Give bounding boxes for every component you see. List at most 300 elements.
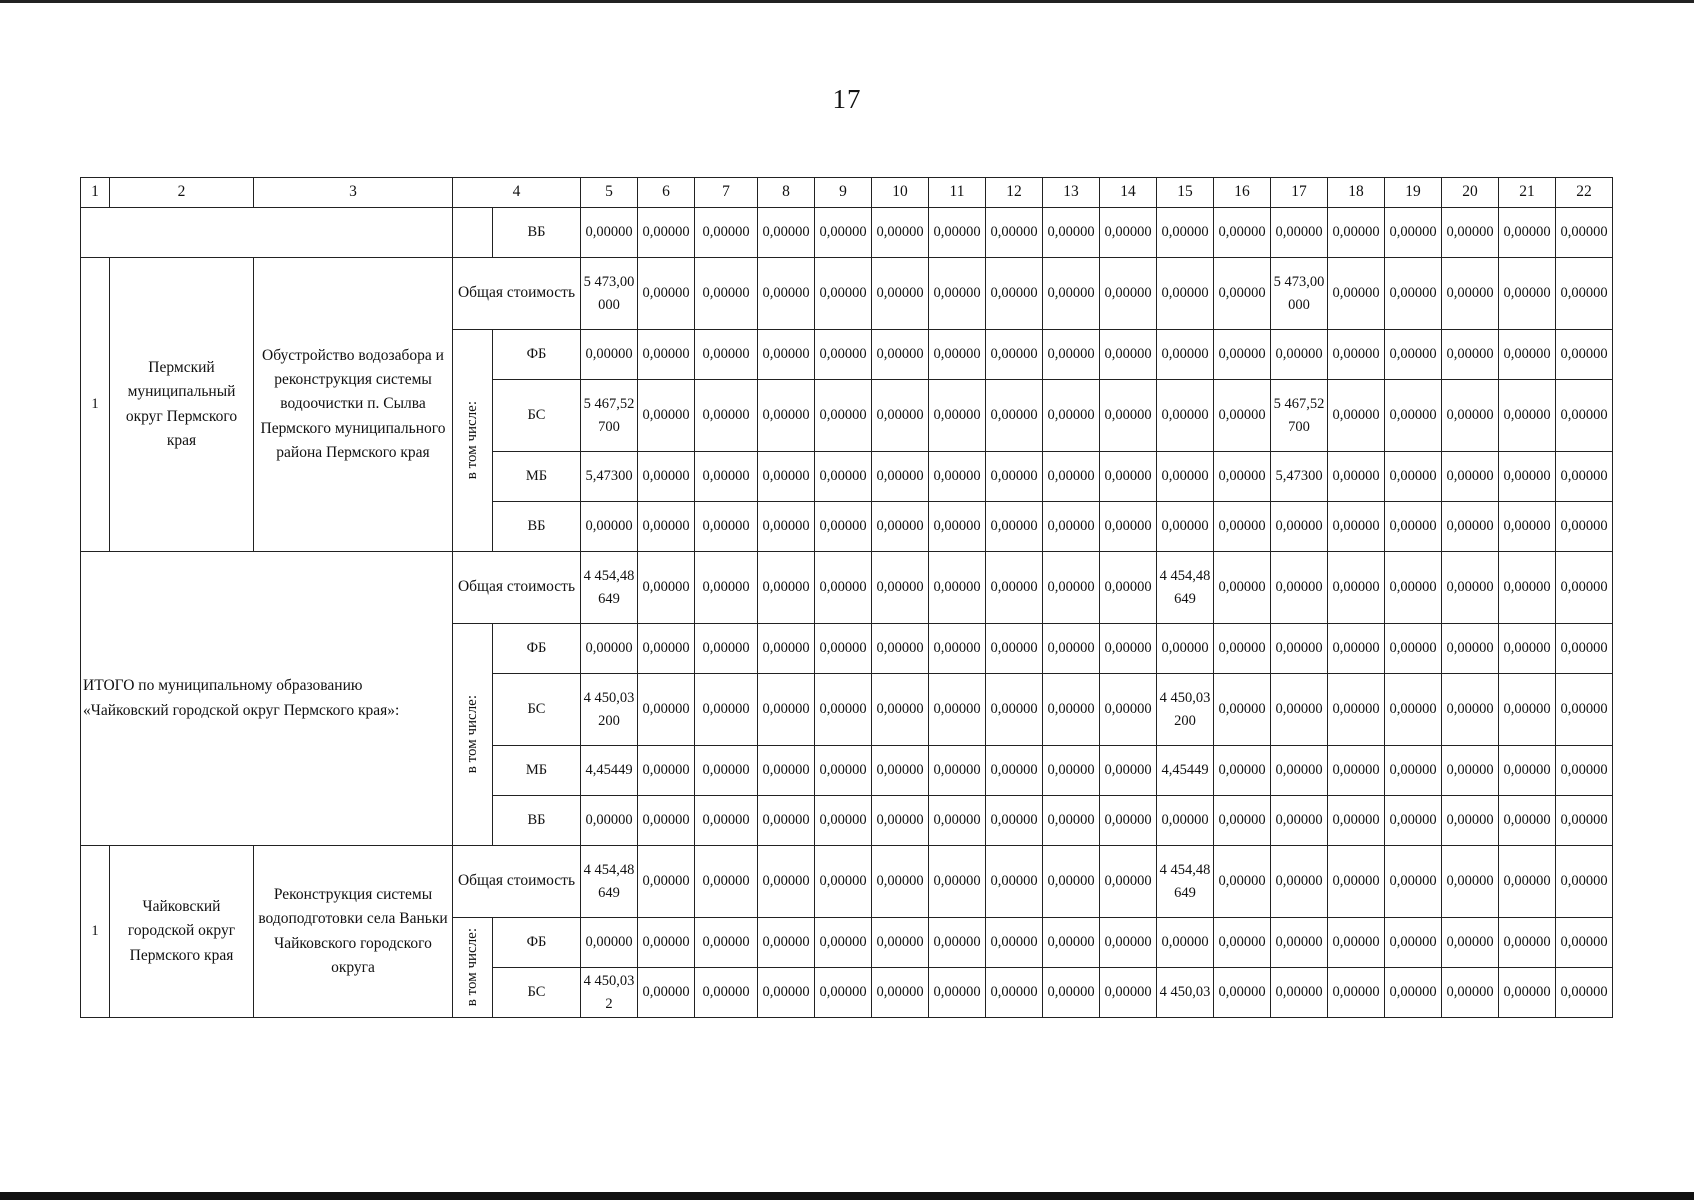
value-cell: 0,00000 [758,674,815,746]
value-cell: 0,00000 [986,968,1043,1018]
value-cell: 0,00000 [1271,796,1328,846]
col-header-4: 4 [453,178,581,208]
value-cell: 0,00000 [638,918,695,968]
value-cell: 0,00000 [986,796,1043,846]
value-cell: 0,00000 [1556,846,1613,918]
value-cell: 0,00000 [986,552,1043,624]
total-cost-label: Общая стоимость [453,552,581,624]
value-cell: 0,00000 [758,380,815,452]
value-cell: 0,00000 [1499,552,1556,624]
value-cell: 4 450,03 [1157,968,1214,1018]
value-cell: 0,00000 [1556,624,1613,674]
value-cell: 0,00000 [986,452,1043,502]
value-cell: 0,00000 [1043,502,1100,552]
value-cell: 0,00000 [1499,502,1556,552]
value-cell: 0,00000 [1499,258,1556,330]
value-cell: 0,00000 [1100,452,1157,502]
value-cell: 0,00000 [929,968,986,1018]
value-cell: 0,00000 [695,452,758,502]
value-cell: 0,00000 [815,624,872,674]
value-cell: 0,00000 [986,746,1043,796]
value-cell: 0,00000 [695,502,758,552]
value-cell: 0,00000 [1100,380,1157,452]
value-cell: 0,00000 [929,746,986,796]
value-cell: 0,00000 [695,624,758,674]
value-cell: 0,00000 [815,380,872,452]
value-cell: 0,00000 [1328,846,1385,918]
value-cell: 0,00000 [1442,502,1499,552]
value-cell: 0,00000 [1385,258,1442,330]
value-cell: 0,00000 [1214,846,1271,918]
col-header-18: 18 [1328,178,1385,208]
value-cell: 0,00000 [1499,624,1556,674]
value-cell: 0,00000 [1043,746,1100,796]
value-cell: 0,00000 [1385,918,1442,968]
value-cell: 0,00000 [1442,674,1499,746]
value-cell: 0,00000 [1556,674,1613,746]
value-cell: 0,00000 [1100,918,1157,968]
value-cell: 0,00000 [1100,330,1157,380]
value-cell: 0,00000 [1043,258,1100,330]
value-cell: 4,45449 [581,746,638,796]
value-cell: 0,00000 [815,552,872,624]
col-header-5: 5 [581,178,638,208]
value-cell: 0,00000 [1043,208,1100,258]
value-cell: 0,00000 [872,502,929,552]
project-name: Обустройство водозабора и реконструкция системы водоочистки п. Сылва Пермского муниципального района Пермского края [254,258,453,552]
value-cell: 0,00000 [929,796,986,846]
value-cell: 0,00000 [1043,918,1100,968]
value-cell: 0,00000 [929,918,986,968]
value-cell: 0,00000 [1271,552,1328,624]
value-cell: 0,00000 [1271,746,1328,796]
value-cell: 0,00000 [929,452,986,502]
table-row [81,258,1613,330]
value-cell: 0,00000 [872,452,929,502]
value-cell: 0,00000 [1100,258,1157,330]
value-cell: 0,00000 [1556,330,1613,380]
col-header-2: 2 [110,178,254,208]
col-header-16: 16 [1214,178,1271,208]
row-label: ФБ [493,624,581,674]
value-cell: 0,00000 [695,846,758,918]
value-cell: 0,00000 [1328,208,1385,258]
value-cell: 0,00000 [1442,846,1499,918]
value-cell: 0,00000 [1499,674,1556,746]
value-cell: 0,00000 [581,330,638,380]
value-cell: 0,00000 [758,208,815,258]
row-number: 1 [81,258,110,552]
value-cell: 0,00000 [758,746,815,796]
value-cell: 0,00000 [695,968,758,1018]
value-cell: 0,00000 [1556,258,1613,330]
value-cell: 0,00000 [1214,624,1271,674]
value-cell: 0,00000 [581,624,638,674]
value-cell: 0,00000 [1157,452,1214,502]
value-cell: 0,00000 [1442,968,1499,1018]
value-cell: 0,00000 [815,258,872,330]
budget-table-wrapper [80,177,1613,1018]
row-label: ФБ [493,918,581,968]
value-cell: 0,00000 [1442,380,1499,452]
value-cell: 0,00000 [929,552,986,624]
col-header-13: 13 [1043,178,1100,208]
value-cell: 0,00000 [1214,968,1271,1018]
value-cell: 0,00000 [1499,380,1556,452]
value-cell: 0,00000 [872,330,929,380]
value-cell: 0,00000 [1271,918,1328,968]
value-cell: 0,00000 [758,452,815,502]
col-header-8: 8 [758,178,815,208]
value-cell: 0,00000 [1442,624,1499,674]
value-cell: 5 473,00000 [581,258,638,330]
value-cell: 0,00000 [1556,796,1613,846]
value-cell: 0,00000 [1271,968,1328,1018]
value-cell: 0,00000 [986,258,1043,330]
col-header-19: 19 [1385,178,1442,208]
value-cell: 0,00000 [695,258,758,330]
value-cell: 0,00000 [1271,674,1328,746]
value-cell: 0,00000 [815,674,872,746]
value-cell: 0,00000 [758,796,815,846]
value-cell: 0,00000 [1043,796,1100,846]
col-header-11: 11 [929,178,986,208]
value-cell: 0,00000 [1556,452,1613,502]
value-cell: 0,00000 [815,796,872,846]
value-cell: 0,00000 [986,918,1043,968]
col-header-22: 22 [1556,178,1613,208]
value-cell: 0,00000 [1328,330,1385,380]
value-cell: 0,00000 [872,968,929,1018]
value-cell: 0,00000 [929,380,986,452]
value-cell: 0,00000 [758,624,815,674]
value-cell: 5,47300 [1271,452,1328,502]
value-cell: 0,00000 [815,746,872,796]
value-cell: 0,00000 [986,380,1043,452]
municipality-name: Пермский муниципальный округ Пермского края [110,258,254,552]
value-cell: 0,00000 [1100,208,1157,258]
value-cell: 0,00000 [872,552,929,624]
value-cell: 0,00000 [695,380,758,452]
value-cell: 0,00000 [1442,208,1499,258]
row-label: БС [493,968,581,1018]
value-cell: 0,00000 [1214,674,1271,746]
value-cell: 0,00000 [758,846,815,918]
value-cell: 0,00000 [1442,258,1499,330]
value-cell: 0,00000 [638,330,695,380]
including-label: в том числе: [453,330,493,552]
value-cell: 0,00000 [872,918,929,968]
total-cost-label: Общая стоимость [453,846,581,918]
value-cell: 0,00000 [695,746,758,796]
value-cell: 0,00000 [1499,918,1556,968]
row-label: МБ [493,746,581,796]
value-cell: 0,00000 [638,746,695,796]
value-cell: 0,00000 [1385,552,1442,624]
value-cell: 0,00000 [1271,330,1328,380]
value-cell: 0,00000 [1328,674,1385,746]
value-cell: 0,00000 [1043,846,1100,918]
value-cell: 0,00000 [1271,846,1328,918]
value-cell: 0,00000 [815,208,872,258]
value-cell: 0,00000 [1100,746,1157,796]
value-cell: 0,00000 [695,330,758,380]
value-cell: 0,00000 [872,380,929,452]
value-cell: 0,00000 [1043,674,1100,746]
row-number: 1 [81,846,110,1018]
value-cell: 0,00000 [1385,330,1442,380]
col-header-9: 9 [815,178,872,208]
value-cell: 0,00000 [758,918,815,968]
value-cell: 0,00000 [1556,380,1613,452]
col-header-21: 21 [1499,178,1556,208]
value-cell: 0,00000 [1442,452,1499,502]
value-cell: 0,00000 [1385,208,1442,258]
value-cell: 0,00000 [1442,552,1499,624]
value-cell: 0,00000 [638,380,695,452]
empty-cell [81,208,453,258]
value-cell: 0,00000 [815,452,872,502]
page-number: 17 [832,84,862,114]
value-cell: 0,00000 [1271,502,1328,552]
value-cell: 0,00000 [1328,502,1385,552]
row-label: ВБ [493,502,581,552]
value-cell: 0,00000 [1499,846,1556,918]
value-cell: 0,00000 [986,674,1043,746]
value-cell: 0,00000 [1043,552,1100,624]
value-cell: 0,00000 [1556,502,1613,552]
value-cell: 5 473,00000 [1271,258,1328,330]
value-cell: 0,00000 [1499,968,1556,1018]
value-cell: 4 454,48649 [1157,846,1214,918]
value-cell: 0,00000 [872,746,929,796]
col-header-1: 1 [81,178,110,208]
value-cell: 0,00000 [1214,502,1271,552]
value-cell: 0,00000 [929,846,986,918]
value-cell: 0,00000 [1157,258,1214,330]
value-cell: 0,00000 [1214,330,1271,380]
value-cell: 0,00000 [986,330,1043,380]
col-header-20: 20 [1442,178,1499,208]
value-cell: 0,00000 [1442,746,1499,796]
value-cell: 0,00000 [1157,502,1214,552]
value-cell: 0,00000 [1214,552,1271,624]
value-cell: 0,00000 [1556,968,1613,1018]
col-header-6: 6 [638,178,695,208]
value-cell: 0,00000 [1328,968,1385,1018]
value-cell: 0,00000 [758,330,815,380]
value-cell: 0,00000 [1100,674,1157,746]
value-cell: 0,00000 [638,846,695,918]
value-cell: 0,00000 [1100,968,1157,1018]
value-cell: 0,00000 [1043,624,1100,674]
value-cell: 0,00000 [872,796,929,846]
value-cell: 0,00000 [1385,624,1442,674]
value-cell: 0,00000 [1499,746,1556,796]
value-cell: 0,00000 [1385,796,1442,846]
row-label: ФБ [493,330,581,380]
value-cell: 0,00000 [1385,968,1442,1018]
value-cell: 0,00000 [1100,552,1157,624]
value-cell: 0,00000 [1385,746,1442,796]
value-cell: 0,00000 [1442,796,1499,846]
value-cell: 0,00000 [1556,918,1613,968]
value-cell: 0,00000 [1328,624,1385,674]
value-cell: 0,00000 [638,502,695,552]
value-cell: 0,00000 [1271,208,1328,258]
value-cell: 0,00000 [929,208,986,258]
table-row [81,552,1613,624]
value-cell: 0,00000 [638,796,695,846]
value-cell: 0,00000 [1214,208,1271,258]
value-cell: 0,00000 [638,968,695,1018]
value-cell: 4 450,03200 [1157,674,1214,746]
value-cell: 0,00000 [1214,258,1271,330]
value-cell: 0,00000 [1328,552,1385,624]
value-cell: 0,00000 [758,552,815,624]
value-cell: 0,00000 [929,330,986,380]
value-cell: 0,00000 [1442,330,1499,380]
value-cell: 5,47300 [581,452,638,502]
value-cell: 0,00000 [1556,208,1613,258]
value-cell: 0,00000 [695,674,758,746]
col-header-3: 3 [254,178,453,208]
value-cell: 0,00000 [815,846,872,918]
value-cell: 0,00000 [1499,330,1556,380]
value-cell: 0,00000 [872,258,929,330]
value-cell: 5 467,52700 [1271,380,1328,452]
value-cell: 0,00000 [1556,552,1613,624]
value-cell: 4 450,032 [581,968,638,1018]
value-cell: 0,00000 [695,918,758,968]
value-cell: 0,00000 [1043,968,1100,1018]
value-cell: 0,00000 [872,624,929,674]
value-cell: 0,00000 [986,208,1043,258]
value-cell: 0,00000 [1328,380,1385,452]
value-cell: 0,00000 [1157,208,1214,258]
value-cell: 0,00000 [1043,330,1100,380]
value-cell: 4,45449 [1157,746,1214,796]
row-label: ВБ [493,796,581,846]
value-cell: 0,00000 [1157,624,1214,674]
value-cell: 0,00000 [872,674,929,746]
value-cell: 5 467,52700 [581,380,638,452]
col-header-14: 14 [1100,178,1157,208]
value-cell: 0,00000 [1157,796,1214,846]
value-cell: 0,00000 [986,624,1043,674]
value-cell: 0,00000 [1214,452,1271,502]
value-cell: 0,00000 [1385,674,1442,746]
value-cell: 0,00000 [1385,452,1442,502]
value-cell: 0,00000 [929,674,986,746]
value-cell: 0,00000 [929,258,986,330]
municipality-name: Чайковский городской округ Пермского края [110,846,254,1018]
value-cell: 0,00000 [1157,918,1214,968]
value-cell: 0,00000 [695,552,758,624]
value-cell: 4 454,48649 [1157,552,1214,624]
value-cell: 0,00000 [638,552,695,624]
value-cell: 0,00000 [1385,502,1442,552]
value-cell: 0,00000 [815,918,872,968]
value-cell: 0,00000 [1328,452,1385,502]
value-cell: 0,00000 [758,968,815,1018]
value-cell: 0,00000 [1499,452,1556,502]
value-cell: 4 454,48649 [581,552,638,624]
value-cell: 0,00000 [581,796,638,846]
total-cost-label: Общая стоимость [453,258,581,330]
value-cell: 0,00000 [815,968,872,1018]
value-cell: 0,00000 [1271,624,1328,674]
value-cell: 0,00000 [815,502,872,552]
row-label: БС [493,674,581,746]
value-cell: 0,00000 [872,846,929,918]
value-cell: 0,00000 [581,502,638,552]
value-cell: 0,00000 [638,452,695,502]
project-name: Реконструкция системы водоподготовки села Ваньки Чайковского городского округа [254,846,453,1018]
value-cell: 0,00000 [1328,258,1385,330]
value-cell: 0,00000 [986,846,1043,918]
value-cell: 0,00000 [1328,746,1385,796]
value-cell: 4 454,48649 [581,846,638,918]
col-header-7: 7 [695,178,758,208]
row-label: ВБ [493,208,581,258]
value-cell: 0,00000 [1100,502,1157,552]
value-cell: 0,00000 [1043,452,1100,502]
value-cell: 0,00000 [638,258,695,330]
table-row [81,208,1613,258]
value-cell: 0,00000 [1157,330,1214,380]
scan-bottom-edge [0,1192,1694,1200]
value-cell: 0,00000 [758,258,815,330]
value-cell: 0,00000 [1214,796,1271,846]
value-cell: 0,00000 [758,502,815,552]
value-cell: 0,00000 [1100,846,1157,918]
value-cell: 0,00000 [929,502,986,552]
value-cell: 0,00000 [1556,746,1613,796]
table-row [81,846,1613,918]
value-cell: 0,00000 [638,208,695,258]
value-cell: 0,00000 [1328,918,1385,968]
value-cell: 0,00000 [1214,380,1271,452]
value-cell: 0,00000 [1385,846,1442,918]
row-label: БС [493,380,581,452]
empty-cell [453,208,493,258]
value-cell: 0,00000 [1442,918,1499,968]
column-number-row [81,178,1613,208]
col-header-17: 17 [1271,178,1328,208]
value-cell: 0,00000 [1328,796,1385,846]
value-cell: 0,00000 [638,624,695,674]
col-header-15: 15 [1157,178,1214,208]
value-cell: 0,00000 [1499,208,1556,258]
budget-table [80,177,1613,1018]
scan-top-edge [0,0,1694,3]
value-cell: 0,00000 [986,502,1043,552]
value-cell: 0,00000 [1157,380,1214,452]
including-label: в том числе: [453,624,493,846]
value-cell: 0,00000 [695,208,758,258]
value-cell: 0,00000 [1499,796,1556,846]
value-cell: 0,00000 [581,918,638,968]
value-cell: 0,00000 [1214,746,1271,796]
value-cell: 0,00000 [695,796,758,846]
value-cell: 4 450,03200 [581,674,638,746]
value-cell: 0,00000 [581,208,638,258]
value-cell: 0,00000 [929,624,986,674]
col-header-10: 10 [872,178,929,208]
itogo-label: ИТОГО по муниципальному образованию «Чайковский городской округ Пермского края»: [81,552,453,846]
value-cell: 0,00000 [1100,624,1157,674]
